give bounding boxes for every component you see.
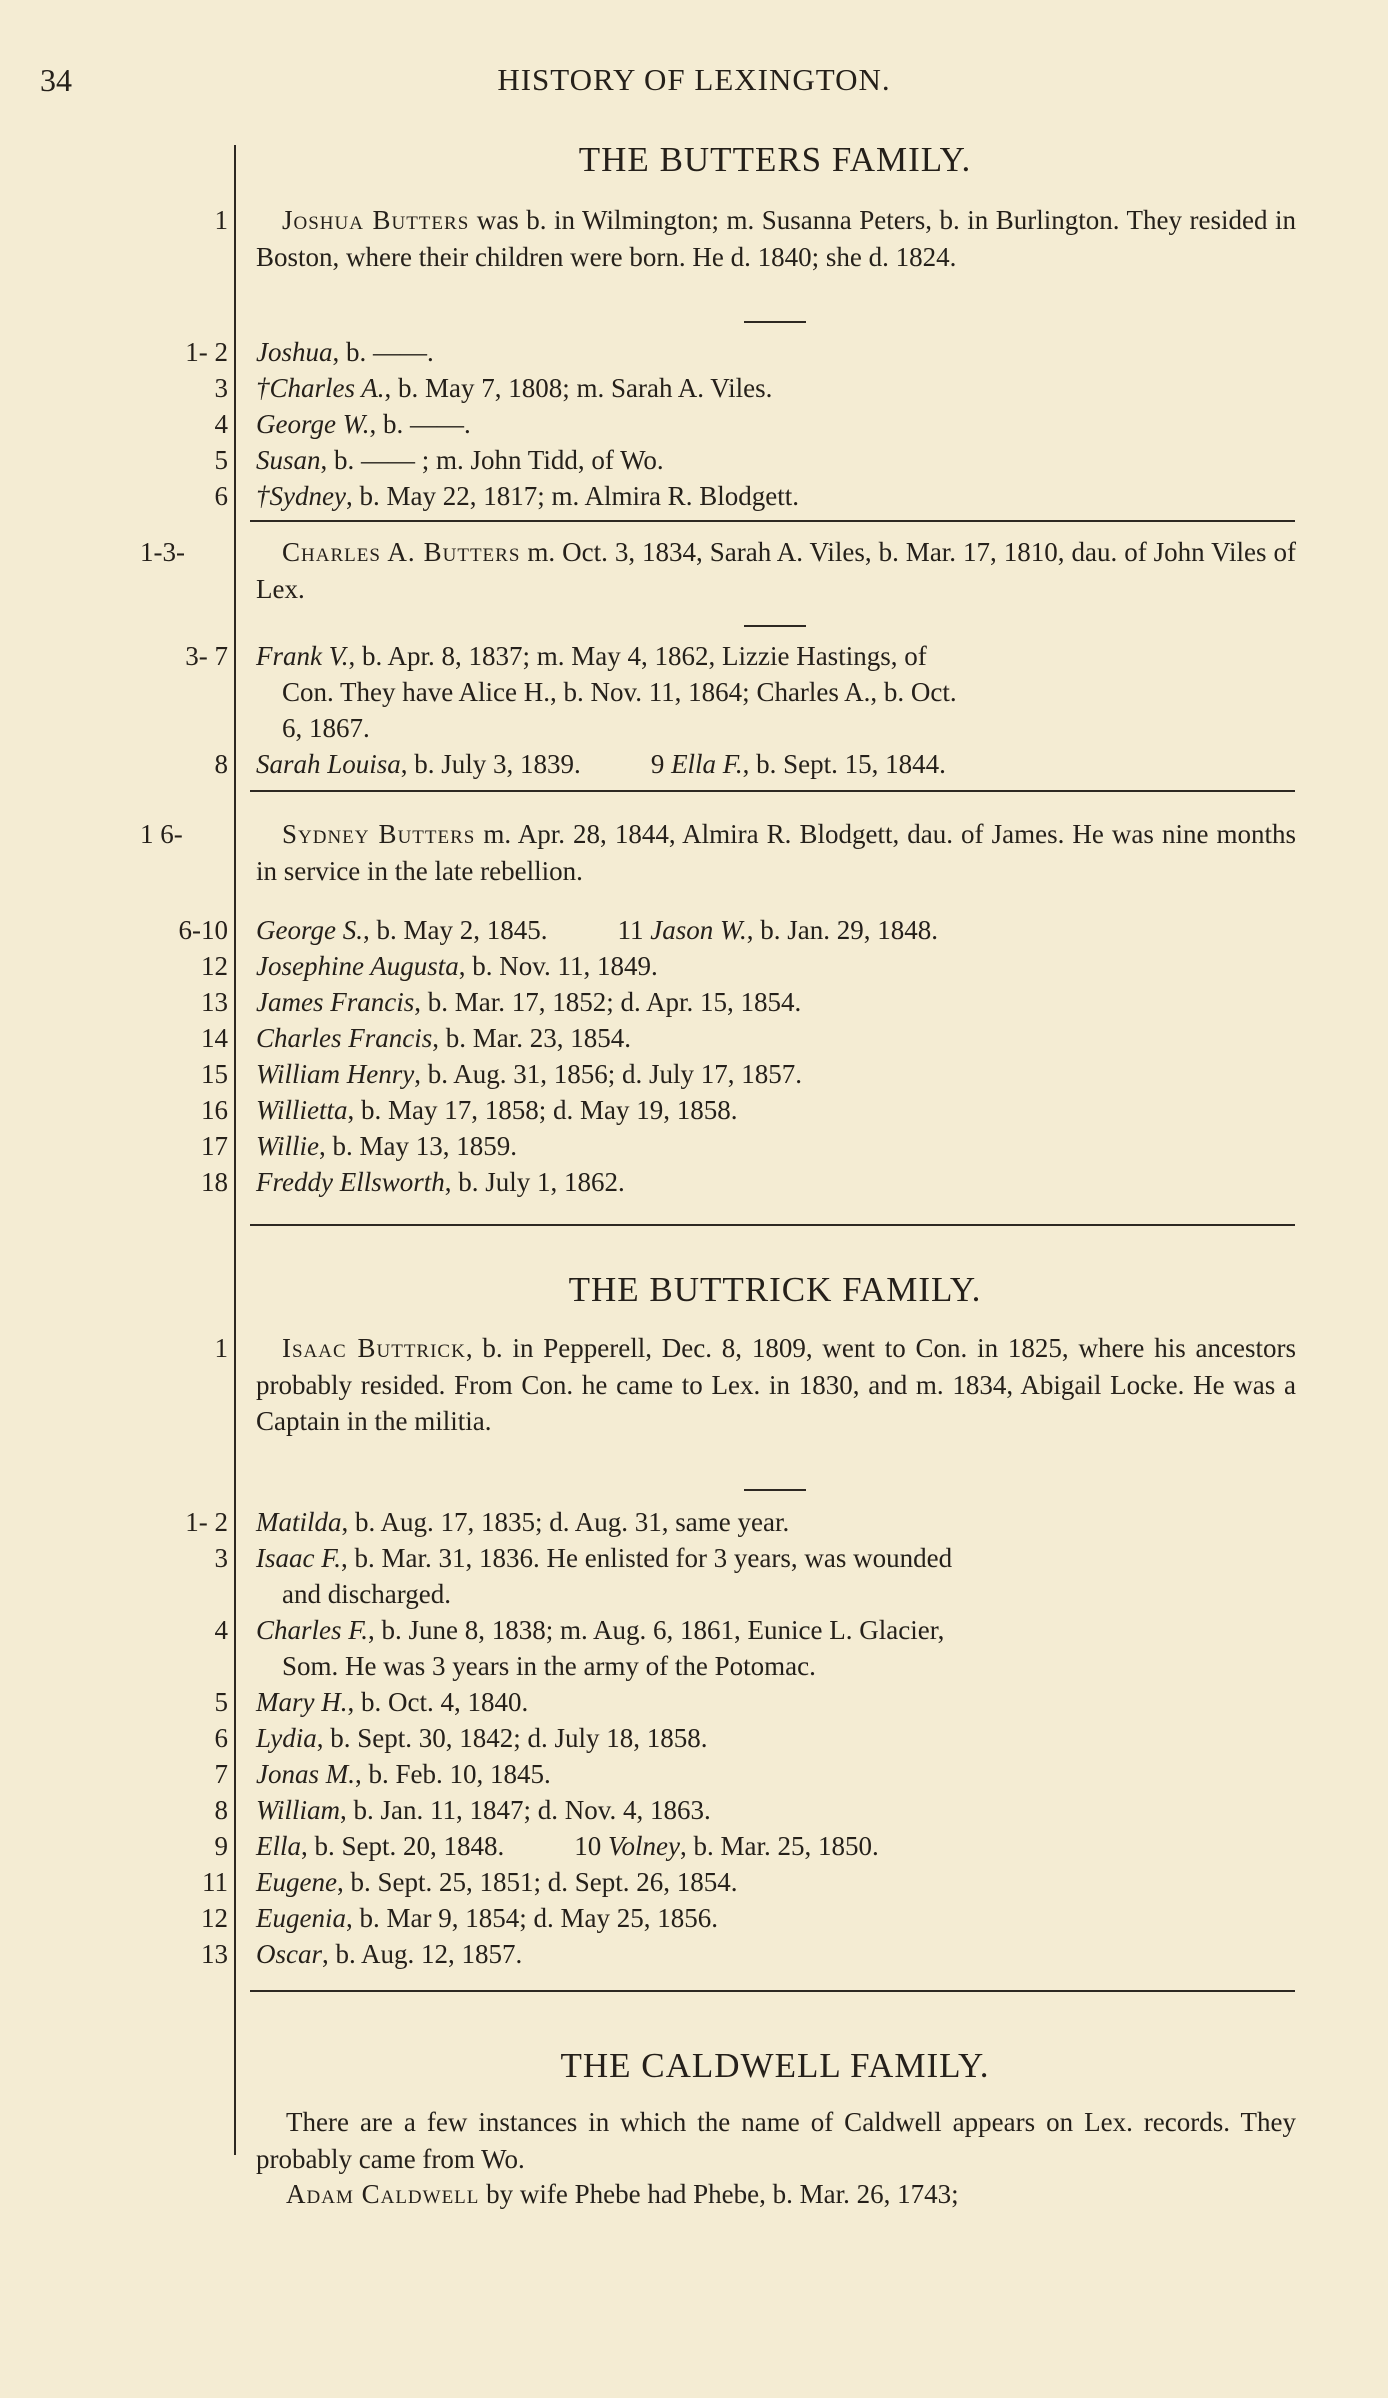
person-name: Isaac Buttrick (282, 1333, 466, 1363)
buttrick-gen1-paragraph (256, 1330, 1296, 1440)
child-number: 13 (201, 987, 228, 1017)
inline-child-number: 10 (574, 1831, 602, 1861)
child-name: Charles Francis (256, 1023, 433, 1053)
child-name: Matilda (256, 1507, 342, 1537)
child-entry: Mary H., b. Oct. 4, 1840. (256, 1687, 529, 1717)
child-name: Susan (256, 445, 321, 475)
child-entry-continued: Som. He was 3 years in the army of the Potomac. (282, 1651, 816, 1681)
child-number: 6-10 (178, 915, 228, 945)
child-name: †Charles A. (256, 373, 385, 403)
person-name: Adam Caldwell (286, 2179, 480, 2209)
child-entry: Joshua, b. ——. (256, 337, 434, 367)
child-number: 13 (201, 1939, 228, 1969)
child-name: Mary H. (256, 1687, 348, 1717)
caldwell-intro-paragraph: There are a few instances in which the name of Caldwell appears on Lex. records. They probably came from Wo. (256, 2107, 1296, 2174)
child-number: 3 (214, 373, 228, 403)
section-rule (250, 520, 1295, 522)
inline-child-number: 9 (650, 749, 665, 779)
child-name: Frank V. (256, 641, 349, 671)
child-entry: Isaac F., b. Mar. 31, 1836. He enlisted for 3 years, was wounded (256, 1543, 953, 1573)
child-name: Freddy Ellsworth (256, 1167, 445, 1197)
child-entry: Susan, b. —— ; m. John Tidd, of Wo. (256, 445, 664, 475)
generation-number: 1-3- (140, 537, 185, 567)
paragraph-text: was b. in Wilmington; m. Susanna Peters, b. in Burlington. They resided in Boston, where their children were born. He d. 1840; she d. 1824. (256, 205, 1297, 272)
child-entry: Willie, b. May 13, 1859. (256, 1131, 517, 1161)
child-entry: William, b. Jan. 11, 1847; d. Nov. 4, 1863. (256, 1795, 711, 1825)
child-name: Ella (256, 1831, 301, 1861)
child-number: 6 (214, 1723, 228, 1753)
child-number: 1- 2 (185, 1507, 228, 1537)
child-number: 18 (201, 1167, 228, 1197)
person-name: Charles A. Butters (282, 537, 521, 567)
child-entry-continued: and discharged. (282, 1579, 451, 1609)
child-name: Jonas M. (256, 1759, 355, 1789)
person-name: Sydney Butters (282, 819, 476, 849)
child-entry: Frank V., b. Apr. 8, 1837; m. May 4, 1862, Lizzie Hastings, of (256, 641, 927, 671)
child-number: 4 (214, 1615, 228, 1645)
short-rule (744, 625, 806, 627)
child-number: 1- 2 (185, 337, 228, 367)
sydney-butters-paragraph (256, 816, 1296, 889)
buttrick-section-title: THE BUTTRICK FAMILY. (568, 1270, 982, 1309)
child-entry: Charles F., b. June 8, 1838; m. Aug. 6, 1861, Eunice L. Glacier, (256, 1615, 945, 1645)
child-entry: Lydia, b. Sept. 30, 1842; d. July 18, 1858. (256, 1723, 708, 1753)
child-number: 12 (201, 1903, 228, 1933)
child-name: Lydia (256, 1723, 317, 1753)
child-entry: George S., b. May 2, 1845. 11 Jason W., b. Jan. 29, 1848. (256, 915, 938, 945)
child-number: 3- 7 (185, 641, 228, 671)
child-entry: Oscar, b. Aug. 12, 1857. (256, 1939, 523, 1969)
child-name: Jason W. (650, 915, 747, 945)
child-name: Josephine Augusta (256, 951, 459, 981)
child-name: Oscar (256, 1939, 322, 1969)
child-entry: †Charles A., b. May 7, 1808; m. Sarah A. Viles. (256, 373, 773, 403)
child-number: 9 (214, 1831, 228, 1861)
child-entry-continued: 6, 1867. (282, 713, 370, 743)
child-number: 5 (214, 1687, 228, 1717)
child-name: †Sydney (256, 481, 346, 511)
running-head: HISTORY OF LEXINGTON. (497, 62, 891, 97)
paragraph-text: m. Oct. 3, 1834, Sarah A. Viles, b. Mar. 17, 1810, dau. of John Viles of Lex. (256, 537, 1296, 604)
child-number: 14 (201, 1023, 228, 1053)
child-name: James Francis (256, 987, 415, 1017)
adam-caldwell-entry (286, 2176, 1326, 2212)
section-rule (250, 790, 1295, 792)
child-name: Isaac F. (256, 1543, 341, 1573)
child-name: Eugene (256, 1867, 337, 1897)
section-rule (250, 1224, 1295, 1226)
child-name: Charles F. (256, 1615, 369, 1645)
child-entry: Matilda, b. Aug. 17, 1835; d. Aug. 31, same year. (256, 1507, 790, 1537)
child-entry: James Francis, b. Mar. 17, 1852; d. Apr. 15, 1854. (256, 987, 802, 1017)
child-name: George S. (256, 915, 363, 945)
generation-number: 1 (214, 1333, 228, 1363)
child-number: 12 (201, 951, 228, 981)
butters-section-title: THE BUTTERS FAMILY. (578, 140, 972, 179)
child-number: 15 (201, 1059, 228, 1089)
child-number: 5 (214, 445, 228, 475)
child-name: Joshua (256, 337, 333, 367)
child-name: Willietta (256, 1095, 348, 1125)
paragraph-text: m. Apr. 28, 1844, Almira R. Blodgett, dau. of James. He was nine months in service in the late rebellion. (256, 819, 1297, 886)
caldwell-section-title: THE CALDWELL FAMILY. (560, 2046, 990, 2085)
butters-gen1-paragraph (256, 202, 1296, 275)
child-name: Sarah Louisa (256, 749, 401, 779)
child-entry: Eugenia, b. Mar 9, 1854; d. May 25, 1856. (256, 1903, 718, 1933)
child-entry: William Henry, b. Aug. 31, 1856; d. July 17, 1857. (256, 1059, 803, 1089)
child-entry-continued: Con. They have Alice H., b. Nov. 11, 1864; Charles A., b. Oct. (282, 677, 957, 707)
child-entry: Freddy Ellsworth, b. July 1, 1862. (256, 1167, 625, 1197)
short-rule (744, 321, 806, 323)
child-number: 8 (214, 749, 228, 779)
child-entry: †Sydney, b. May 22, 1817; m. Almira R. Blodgett. (256, 481, 799, 511)
margin-rule (234, 145, 236, 2155)
child-entry: Josephine Augusta, b. Nov. 11, 1849. (256, 951, 658, 981)
child-entry: Eugene, b. Sept. 25, 1851; d. Sept. 26, 1854. (256, 1867, 738, 1897)
child-name: Willie (256, 1131, 319, 1161)
generation-number: 1 6- (140, 819, 183, 849)
child-entry: Sarah Louisa, b. July 3, 1839. 9 Ella F., b. Sept. 15, 1844. (256, 749, 946, 779)
inline-child-number: 11 (617, 915, 644, 945)
child-number: 8 (214, 1795, 228, 1825)
child-number: 16 (201, 1095, 228, 1125)
child-number: 4 (214, 409, 228, 439)
child-entry: Willietta, b. May 17, 1858; d. May 19, 1858. (256, 1095, 738, 1125)
child-name: Volney (608, 1831, 680, 1861)
child-entry: George W., b. ——. (256, 409, 471, 439)
child-name: George W. (256, 409, 370, 439)
child-number: 17 (201, 1131, 228, 1161)
generation-number: 1 (214, 205, 228, 235)
child-entry: Jonas M., b. Feb. 10, 1845. (256, 1759, 551, 1789)
child-name: William Henry (256, 1059, 415, 1089)
person-name: Joshua Butters (282, 205, 470, 235)
paragraph-text: by wife Phebe had Phebe, b. Mar. 26, 1743; (479, 2179, 959, 2209)
child-number: 7 (214, 1759, 228, 1789)
section-rule (250, 1990, 1295, 1992)
child-number: 11 (202, 1867, 228, 1897)
page-number: 34 (40, 62, 72, 98)
child-name: Eugenia (256, 1903, 346, 1933)
child-number: 6 (214, 481, 228, 511)
child-entry: Charles Francis, b. Mar. 23, 1854. (256, 1023, 632, 1053)
child-name: Ella F. (671, 749, 743, 779)
charles-butters-paragraph (256, 534, 1296, 607)
short-rule (744, 1489, 806, 1491)
child-entry: Ella, b. Sept. 20, 1848. 10 Volney, b. Mar. 25, 1850. (256, 1831, 879, 1861)
paragraph-text: , b. in Pepperell, Dec. 8, 1809, went to Con. in 1825, where his ancestors probably resided. From Con. he came to Lex. in 1830, and m. 1834, Abigail Locke. He was a Captain in the militia. (256, 1333, 1296, 1436)
child-name: William (256, 1795, 341, 1825)
child-number: 3 (214, 1543, 228, 1573)
